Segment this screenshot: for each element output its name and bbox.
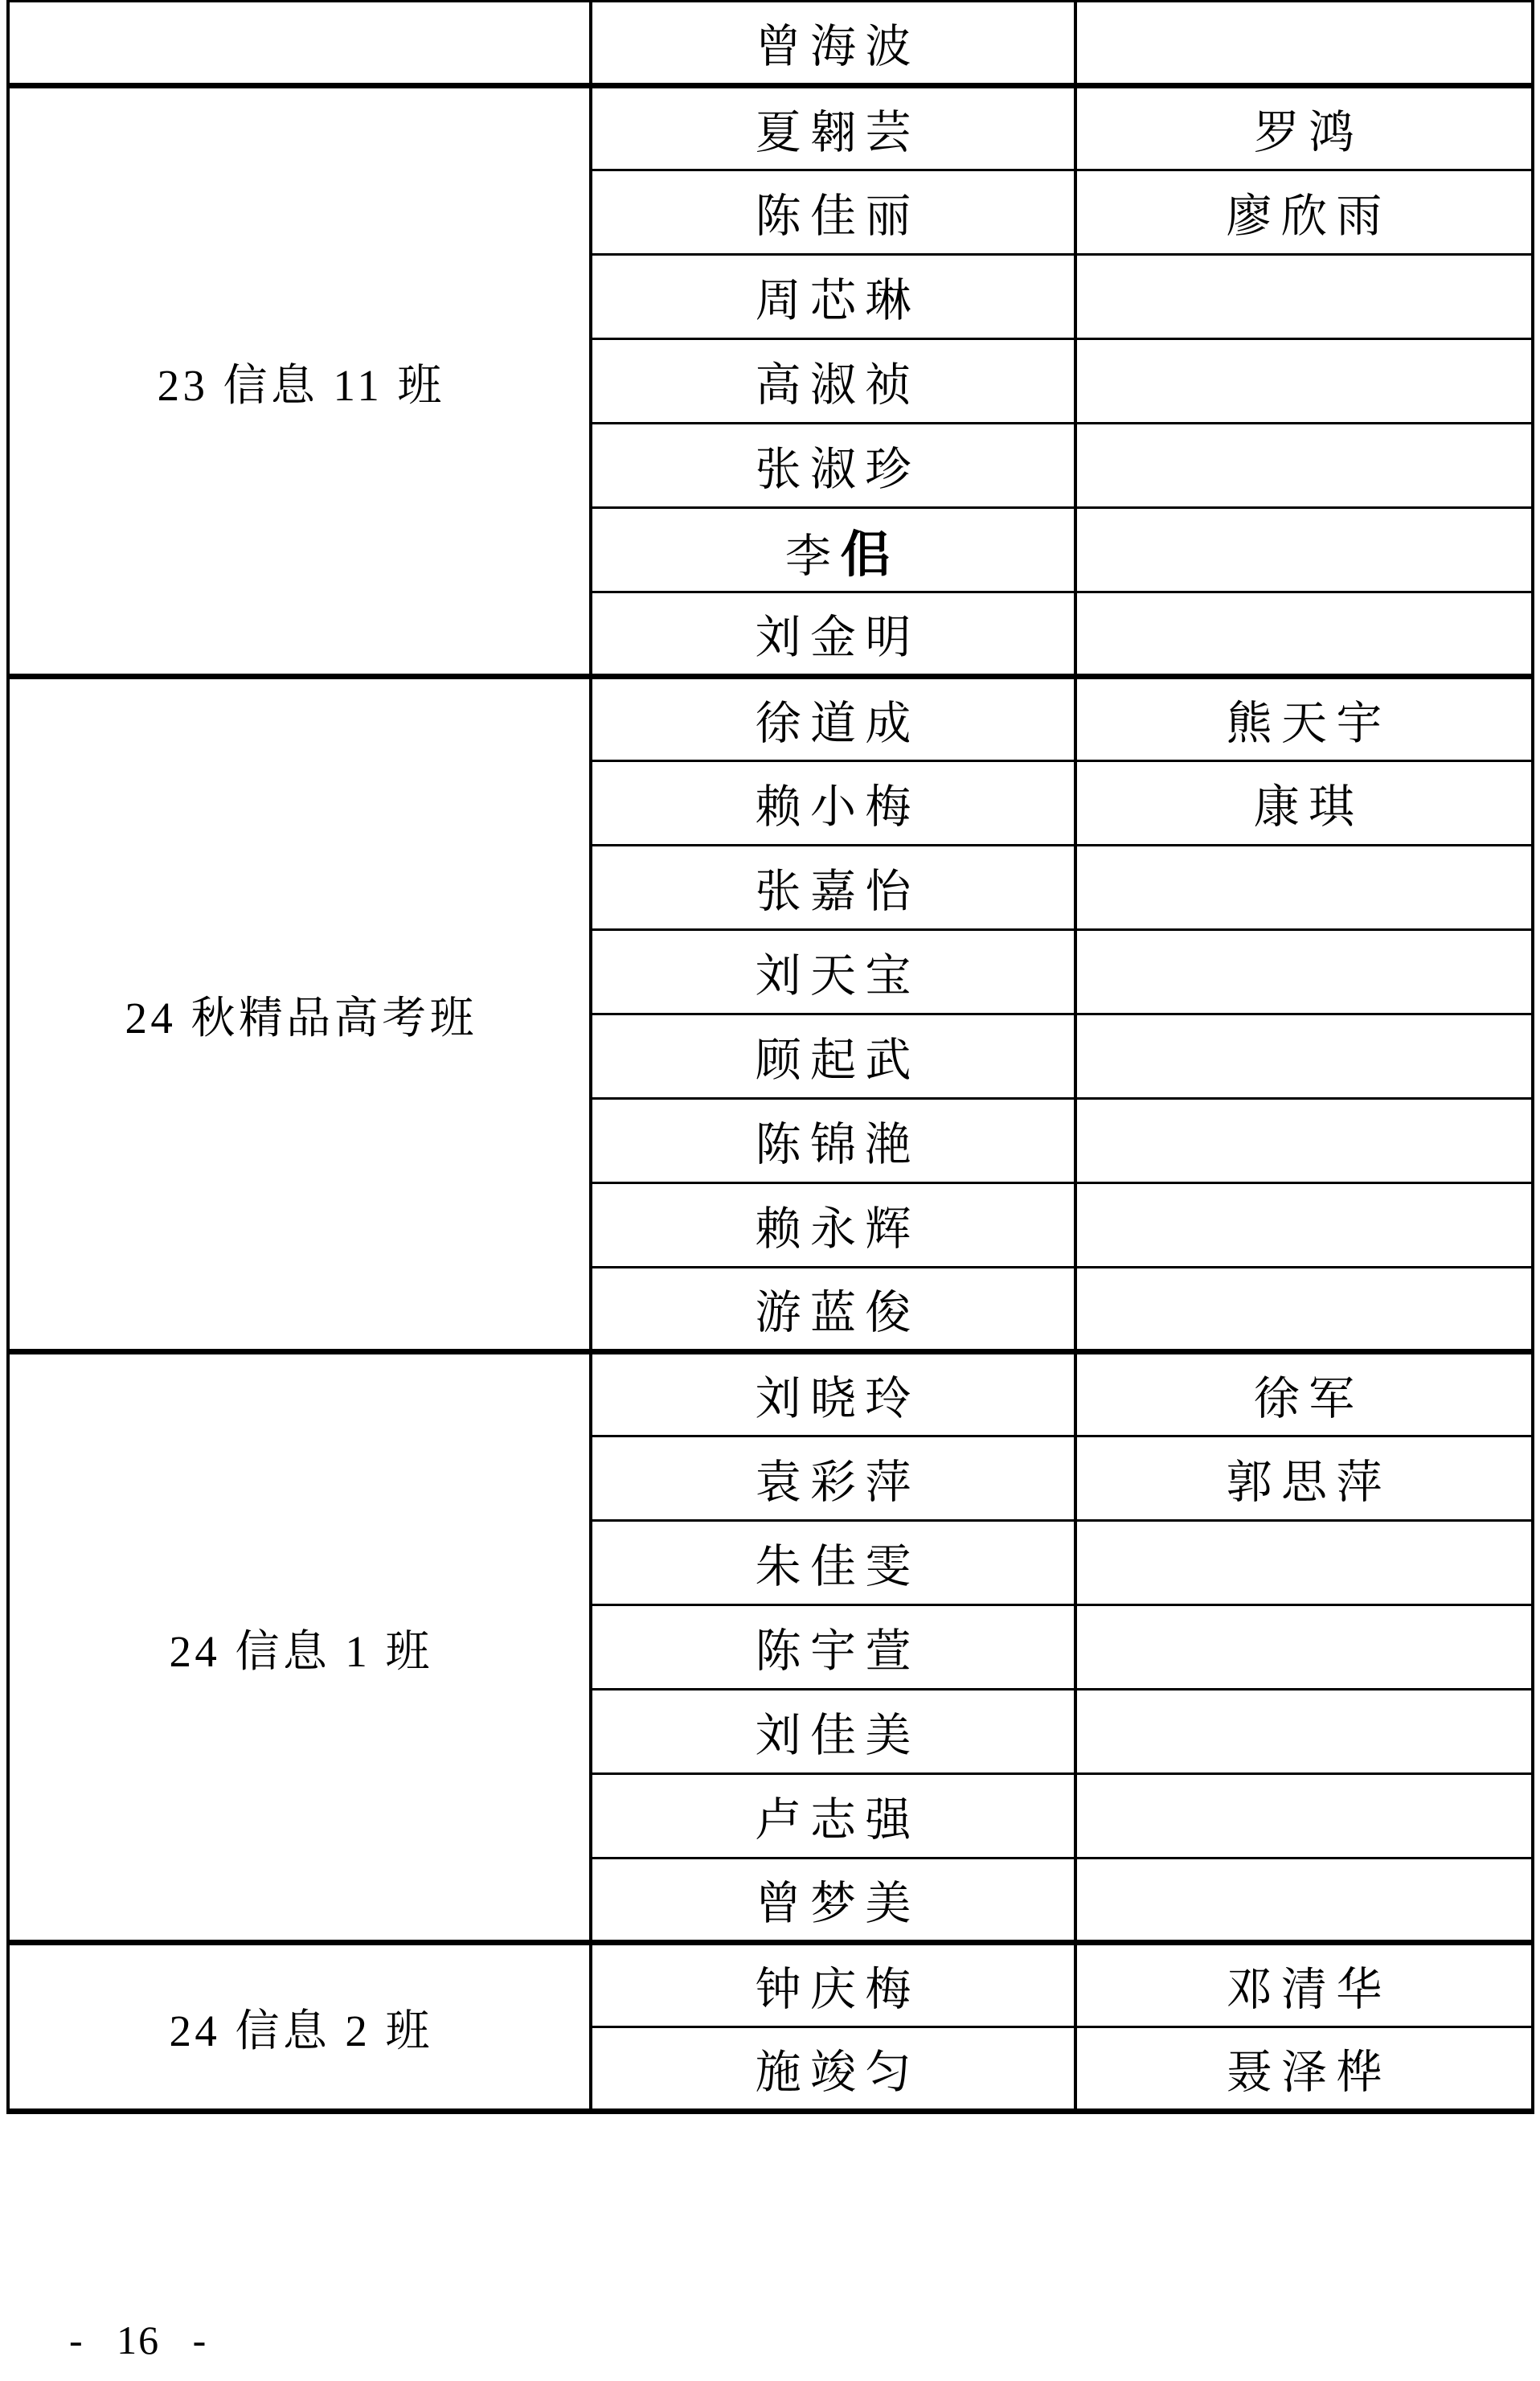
student-name-cell: 陈宇萱 xyxy=(591,1605,1075,1690)
secondary-name-cell xyxy=(1075,508,1533,592)
student-name-cell: 周芯琳 xyxy=(591,255,1075,339)
student-name-cell: 徐道成 xyxy=(591,677,1075,761)
student-name-cell: 顾起武 xyxy=(591,1014,1075,1099)
roster-row xyxy=(8,1352,1533,1436)
secondary-name-cell xyxy=(1075,592,1533,677)
roster-body xyxy=(8,2,1533,2112)
secondary-name-cell: 郭思萍 xyxy=(1075,1436,1533,1521)
student-name-cell: 张嘉怡 xyxy=(591,846,1075,930)
secondary-name-cell: 康琪 xyxy=(1075,761,1533,846)
roster-row xyxy=(8,1943,1533,2027)
class-name-cell-empty xyxy=(8,2,591,86)
secondary-name-cell: 徐军 xyxy=(1075,1352,1533,1436)
student-name-cell: 陈佳丽 xyxy=(591,170,1075,255)
secondary-name-cell: 廖欣雨 xyxy=(1075,170,1533,255)
secondary-name-cell: 邓清华 xyxy=(1075,1943,1533,2027)
student-name-cell: 刘天宝 xyxy=(591,930,1075,1014)
secondary-name-cell xyxy=(1075,1183,1533,1268)
secondary-name-cell: 熊天宇 xyxy=(1075,677,1533,761)
student-name-cell: 钟庆梅 xyxy=(591,1943,1075,2027)
student-name-cell: 卢志强 xyxy=(591,1774,1075,1858)
secondary-name-cell xyxy=(1075,1521,1533,1605)
secondary-name-cell xyxy=(1075,339,1533,424)
name-char: 李 xyxy=(784,531,841,582)
roster-row xyxy=(8,677,1533,761)
student-name-cell: 朱佳雯 xyxy=(591,1521,1075,1605)
roster-row xyxy=(8,86,1533,170)
student-name-cell: 刘佳美 xyxy=(591,1690,1075,1774)
student-name-cell: 游蓝俊 xyxy=(591,1268,1075,1352)
secondary-name-cell xyxy=(1075,1014,1533,1099)
student-name-cell: 赖永辉 xyxy=(591,1183,1075,1268)
secondary-name-cell xyxy=(1075,1268,1533,1352)
secondary-name-cell xyxy=(1075,1774,1533,1858)
student-name-cell: 高淑祯 xyxy=(591,339,1075,424)
student-name-cell: 赖小梅 xyxy=(591,761,1075,846)
class-name-cell: 24 信息 1 班 xyxy=(8,1352,591,1943)
student-name-cell: 袁彩萍 xyxy=(591,1436,1075,1521)
student-name-cell: 刘金明 xyxy=(591,592,1075,677)
secondary-name-cell xyxy=(1075,846,1533,930)
secondary-name-cell xyxy=(1075,1690,1533,1774)
name-char: 佀 xyxy=(840,527,891,583)
secondary-name-cell xyxy=(1075,1099,1533,1183)
student-name-cell: 刘晓玲 xyxy=(591,1352,1075,1436)
student-name-cell: 曾梦美 xyxy=(591,1858,1075,1943)
page-number: - 16 - xyxy=(69,2317,208,2363)
continued-row xyxy=(8,2,1533,86)
class-name-cell: 24 秋精品高考班 xyxy=(8,677,591,1352)
secondary-name-cell xyxy=(1075,1858,1533,1943)
student-name-cell xyxy=(591,508,1075,592)
student-name-cell: 曾海波 xyxy=(591,2,1075,86)
student-name-cell: 施竣匀 xyxy=(591,2027,1075,2112)
student-name-cell: 张淑珍 xyxy=(591,424,1075,508)
student-name-cell: 夏翱芸 xyxy=(591,86,1075,170)
secondary-name-cell: 罗鸿 xyxy=(1075,86,1533,170)
secondary-name-cell xyxy=(1075,255,1533,339)
class-name-cell: 23 信息 11 班 xyxy=(8,86,591,677)
class-roster-table xyxy=(6,0,1534,2114)
secondary-name-cell: 聂泽桦 xyxy=(1075,2027,1533,2112)
secondary-name-cell xyxy=(1075,1605,1533,1690)
class-name-cell: 24 信息 2 班 xyxy=(8,1943,591,2112)
student-name-cell: 陈锦滟 xyxy=(591,1099,1075,1183)
secondary-name-cell xyxy=(1075,930,1533,1014)
secondary-name-cell xyxy=(1075,424,1533,508)
secondary-name-cell xyxy=(1075,2,1533,86)
